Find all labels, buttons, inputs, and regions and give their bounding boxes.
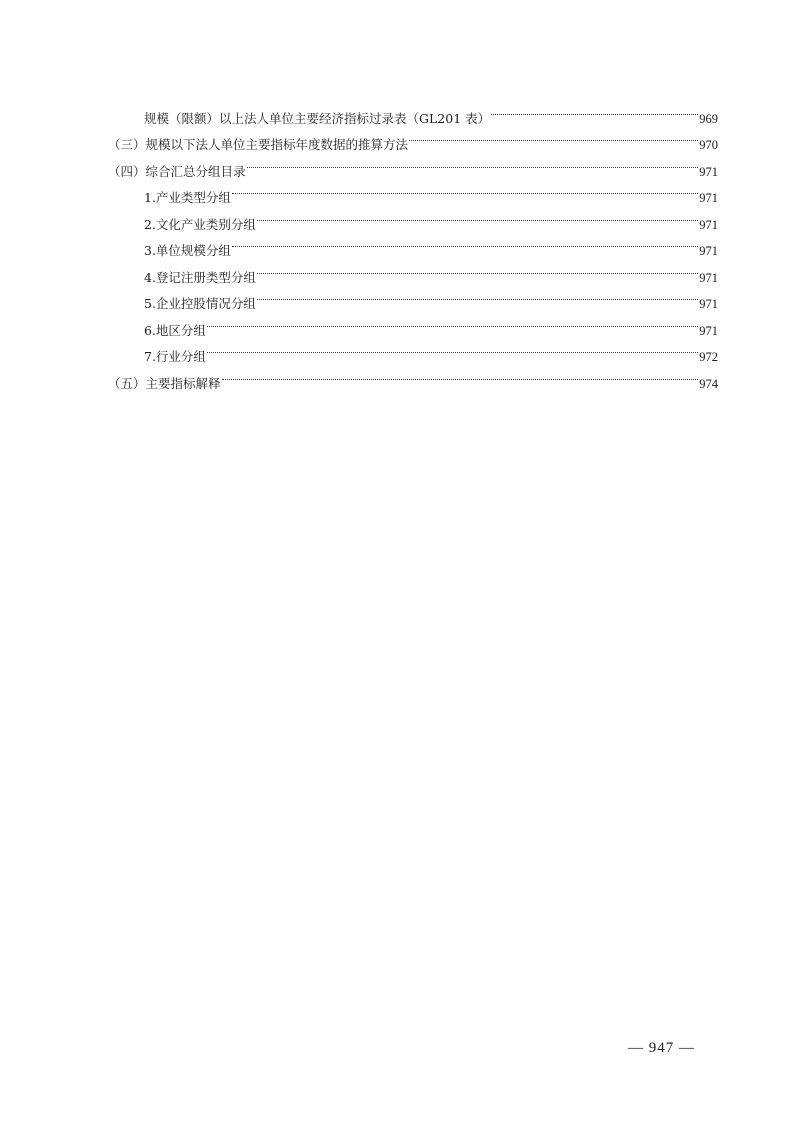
toc-leader-dots	[207, 335, 698, 362]
toc-leader-dots	[491, 96, 698, 123]
toc-leader-dots	[222, 361, 699, 388]
toc-entry-title: 5.企业控股情况分组	[144, 296, 256, 311]
toc-entry-title: （五）主要指标解释	[108, 375, 221, 391]
toc-leader-dots	[257, 202, 698, 229]
toc-entry-title: 3.单位规模分组	[144, 243, 231, 258]
toc-entry-page: 969	[699, 111, 718, 126]
toc-entry-page: 971	[699, 244, 718, 258]
toc-entry-title: 2.文化产业类别分组	[144, 216, 256, 232]
toc-entry-page: 971	[699, 323, 718, 338]
toc-entry-page: 971	[699, 217, 718, 232]
toc-leader-dots	[207, 308, 698, 335]
toc-entry-title: 1.产业类型分组	[144, 190, 231, 205]
toc-entry-title: （四）综合汇总分组目录	[108, 163, 246, 179]
toc-entry-page: 971	[699, 297, 718, 311]
toc-leader-dots	[409, 123, 698, 150]
toc-leader-dots	[257, 255, 698, 282]
toc-entry-title: 6.地区分组	[144, 322, 206, 338]
toc-entry-page: 970	[699, 138, 718, 152]
table-of-contents	[108, 96, 718, 391]
toc-entry-title: （三）规模以下法人单位主要指标年度数据的推算方法	[108, 137, 409, 152]
toc-entry-page: 971	[699, 164, 718, 179]
toc-entry-page: 974	[699, 376, 718, 391]
toc-entry-title: 7.行业分组	[144, 349, 206, 364]
toc-leader-dots	[257, 282, 698, 309]
toc-leader-dots	[232, 176, 698, 203]
toc-entry-title: 规模（限额）以上法人单位主要经济指标过录表（GL201 表）	[144, 110, 491, 126]
toc-entry-page: 971	[699, 191, 718, 205]
toc-entry-title: 4.登记注册类型分组	[144, 269, 256, 285]
page-number: — 947 —	[628, 1040, 695, 1056]
toc-leader-dots	[232, 229, 698, 256]
toc-entry-page: 971	[699, 270, 718, 285]
toc-entry-page: 972	[699, 350, 718, 364]
toc-leader-dots	[247, 149, 699, 176]
toc-entry[interactable]	[108, 96, 718, 126]
